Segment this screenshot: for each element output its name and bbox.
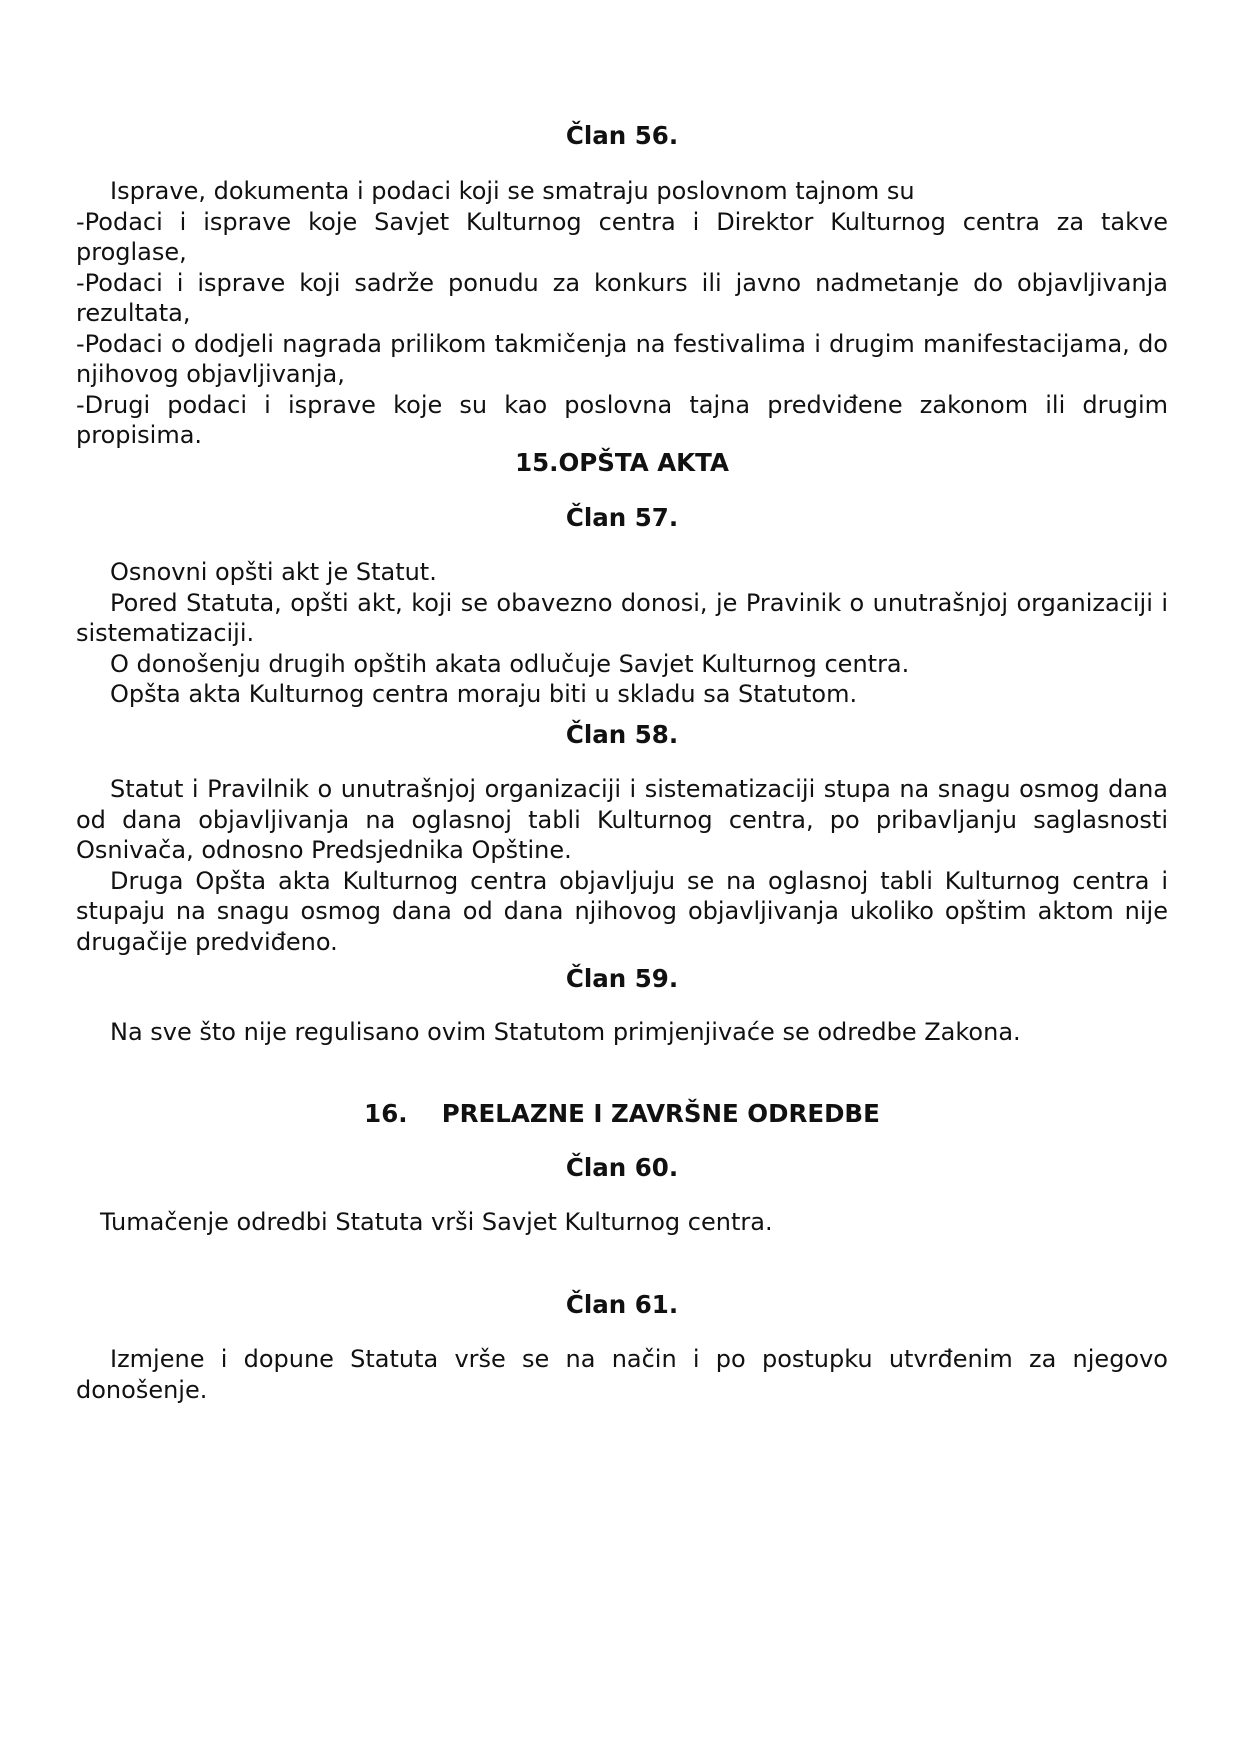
- article-57-paragraph-4: Opšta akta Kulturnog centra moraju biti u skladu sa Statutom.: [110, 680, 858, 708]
- document-page: [76, 0, 1168, 1755]
- article-61-heading: Član 61.: [565, 1290, 679, 1319]
- article-56-body: [76, 176, 1168, 451]
- article-59-body: [76, 1017, 1168, 1048]
- article-56-item-3: -Podaci o dodjeli nagrada prilikom takmičenja na festivalima i drugim manifestacijama, do njihovog objavljivanja,: [76, 329, 1168, 388]
- article-56-heading: Član 56.: [565, 121, 679, 150]
- article-56-item-1: -Podaci i isprave koje Savjet Kulturnog centra i Direktor Kulturnog centra za takve proglase,: [76, 207, 1168, 266]
- article-56-item-2: -Podaci i isprave koji sadrže ponudu za konkurs ili javno nadmetanje do objavljivanja rezultata,: [76, 268, 1168, 327]
- article-57-heading: Član 57.: [565, 503, 679, 532]
- article-58-paragraph-1: Statut i Pravilnik o unutrašnjoj organizaciji i sistematizaciji stupa na snagu osmog dana od dana objavljivanja na oglasnoj tabli Kulturnog centra, po pribavljanju saglasnosti Osnivača, odnosno Predsjednika Opštine.: [76, 775, 1168, 864]
- article-58-body: [76, 774, 1168, 957]
- article-60-paragraph: Tumačenje odredbi Statuta vrši Savjet Kulturnog centra.: [100, 1208, 773, 1236]
- article-59-paragraph: Na sve što nije regulisano ovim Statutom primjenjivaće se odredbe Zakona.: [110, 1018, 1021, 1046]
- article-56-intro: Isprave, dokumenta i podaci koji se smatraju poslovnom tajnom su: [110, 177, 915, 205]
- article-60-body: [76, 1207, 1168, 1238]
- article-59-heading: Član 59.: [565, 964, 679, 993]
- article-58-heading: Član 58.: [565, 720, 679, 749]
- article-60-heading: Član 60.: [565, 1153, 679, 1182]
- article-61-paragraph: Izmjene i dopune Statuta vrše se na način i po postupku utvrđenim za njegovo donošenje.: [76, 1345, 1168, 1404]
- article-57-body: [76, 557, 1168, 710]
- chapter-16-heading: 16. PRELAZNE I ZAVRŠNE ODREDBE: [364, 1099, 880, 1128]
- article-57-paragraph-2: Pored Statuta, opšti akt, koji se obavezno donosi, je Pravinik o unutrašnjoj organizaciji i sistematizaciji.: [76, 588, 1168, 647]
- chapter-15-heading: 15.OPŠTA AKTA: [515, 448, 729, 477]
- article-57-paragraph-3: O donošenju drugih opštih akata odlučuje Savjet Kulturnog centra.: [110, 649, 910, 678]
- article-58-paragraph-2: Druga Opšta akta Kulturnog centra objavljuju se na oglasnoj tabli Kulturnog centra i stupaju na snagu osmog dana od dana njihovog objavljivanja ukoliko opštim aktom nije drugačije predviđeno.: [76, 866, 1168, 956]
- article-61-body: [76, 1344, 1168, 1405]
- article-57-paragraph-1: Osnovni opšti akt je Statut.: [110, 558, 437, 586]
- article-56-item-4: -Drugi podaci i isprave koje su kao poslovna tajna predviđene zakonom ili drugim propisima.: [76, 390, 1168, 449]
